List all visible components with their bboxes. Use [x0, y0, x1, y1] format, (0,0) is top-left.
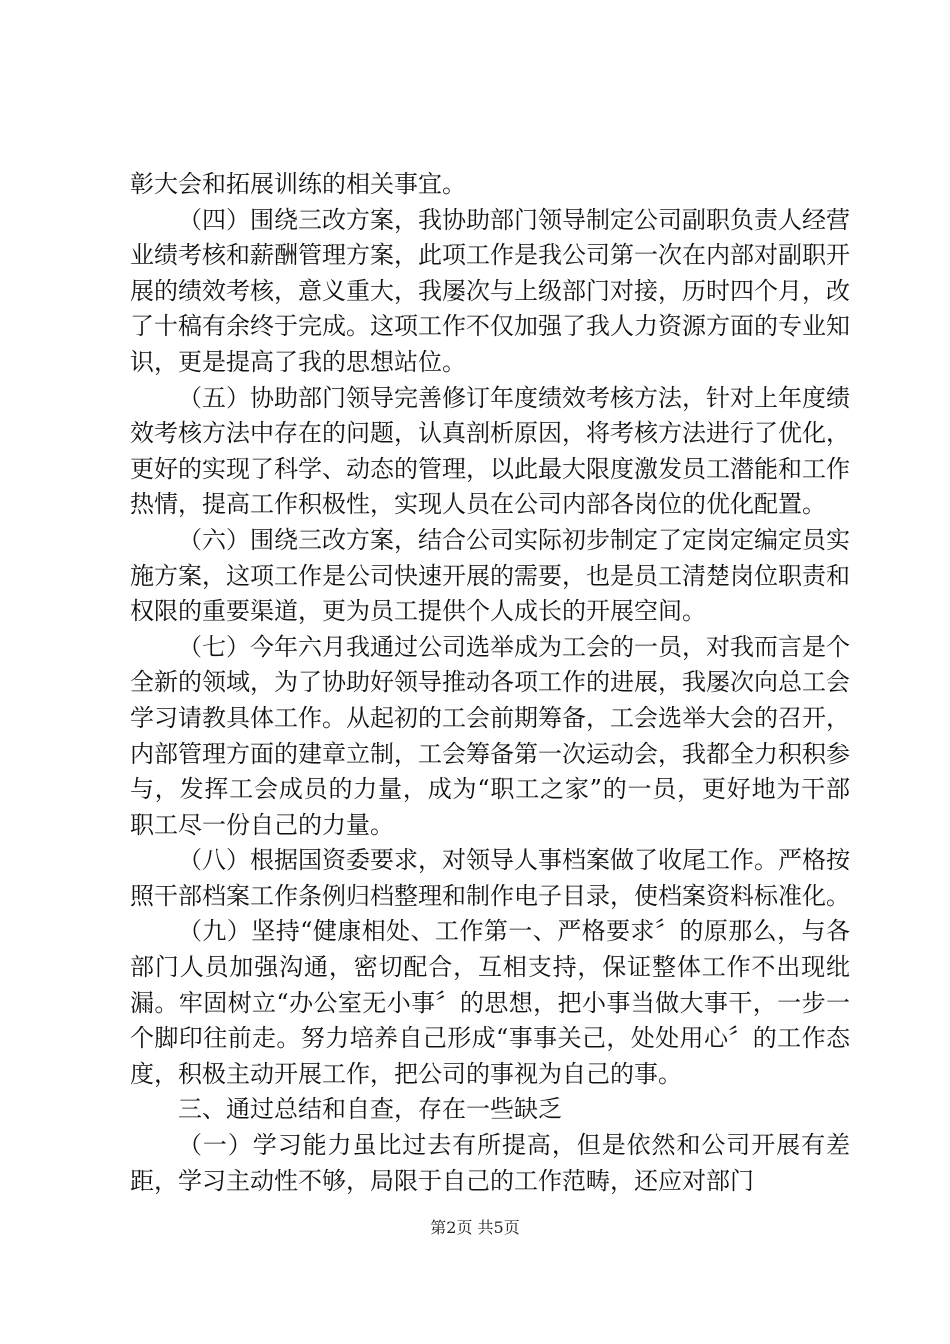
- section-heading: 三、通过总结和自查，存在一些缺乏: [178, 1095, 562, 1124]
- paragraph-2: （四）围绕三改方案，我协助部门领导制定公司副职负责人经营业绩考核和薪酬管理方案，此项工作是我公司第一次在内部对副职开展的绩效考核，意义重大，我屡次与上级部门对接，历时四个月，改了十稿有余终于完成。这项工作不仅加强了我人力资源方面的专业知识，更是提高了我的思想站位。: [130, 205, 850, 376]
- paragraph-4: （六）围绕三改方案，结合公司实际初步制定了定岗定编定员实施方案，这项工作是公司快速开展的需要，也是员工清楚岗位职责和权限的重要渠道，更为员工提供个人成长的开展空间。: [130, 525, 850, 626]
- paragraph-3: （五）协助部门领导完善修订年度绩效考核方法，针对上年度绩效考核方法中存在的问题，认真剖析原因，将考核方法进行了优化，更好的实现了科学、动态的管理，以此最大限度激发员工潜能和工作热情，提高工作积极性，实现人员在公司内部各岗位的优化配置。: [130, 383, 850, 519]
- paragraph-7: （九）坚持“健康相处、工作第一、严格要求〞的原那么，与各部门人员加强沟通，密切配合，互相支持，保证整体工作不出现纰漏。牢固树立“办公室无小事〞的思想，把小事当做大事干，一步一个脚印往前走。努力培养自己形成“事事关己，处处用心〞的工作态度，积极主动开展工作，把公司的事视为自己的事。: [130, 917, 850, 1088]
- document-body: [130, 167, 850, 1199]
- paragraph-5: （七）今年六月我通过公司选举成为工会的一员，对我而言是个全新的领域，为了协助好领导推动各项工作的进展，我屡次向总工会学习请教具体工作。从起初的工会前期筹备，工会选举大会的召开，内部管理方面的建章立制，工会筹备第一次运动会，我都全力积积参与，发挥工会成员的力量，成为“职工之家”的一员，更好地为干部职工尽一份自己的力量。: [130, 632, 850, 839]
- paragraph-6: （八）根据国资委要求，对领导人事档案做了收尾工作。严格按照干部档案工作条例归档整理和制作电子目录，使档案资料标准化。: [130, 846, 850, 910]
- paragraph-8: （一）学习能力虽比过去有所提高，但是依然和公司开展有差距，学习主动性不够，局限于自己的工作范畴，还应对部门: [130, 1131, 850, 1195]
- paragraph-1: 彰大会和拓展训练的相关事宜。: [130, 170, 466, 198]
- page-footer: 第2页 共5页: [430, 1218, 520, 1237]
